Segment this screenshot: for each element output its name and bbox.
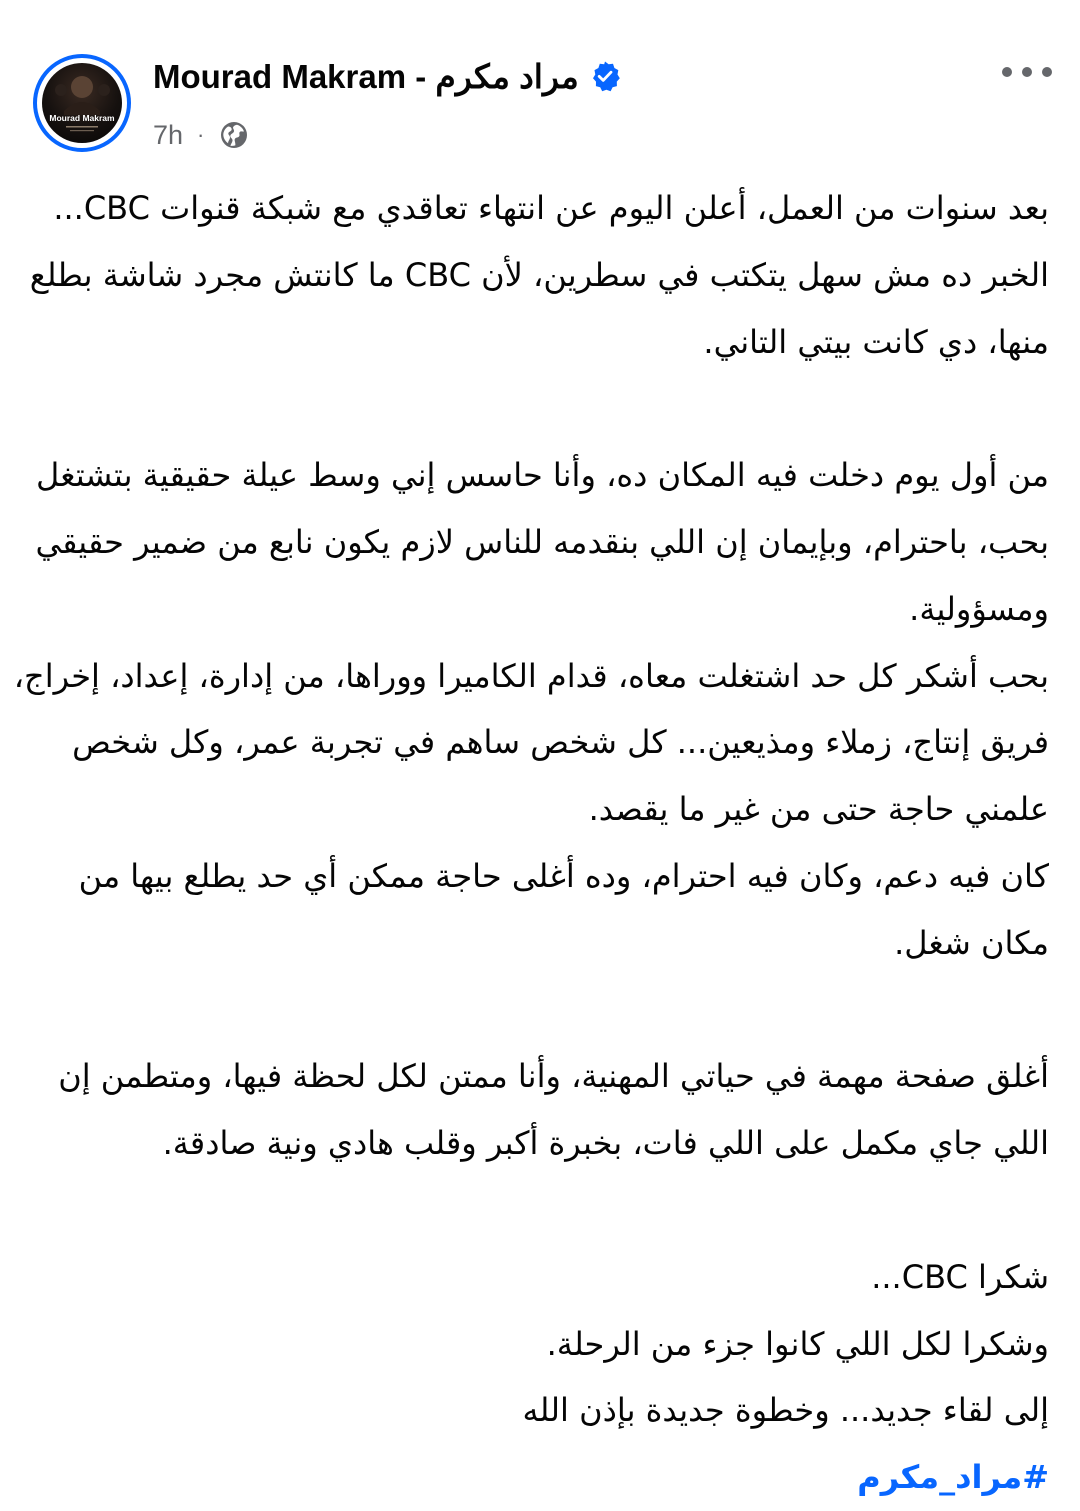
avatar-portrait-icon — [42, 63, 122, 143]
post-line: بحب، باحترام، وبإيمان إن اللي بنقدمه للناس لازم يكون نابع من ضمير حقيقي — [35, 522, 1049, 561]
post-line: ومسؤولية. — [909, 589, 1049, 628]
post-meta — [153, 116, 250, 154]
post-blank-line — [40, 375, 1049, 442]
avatar-label: Mourad Makram — [49, 113, 115, 123]
post-line: بعد سنوات من العمل، أعلن اليوم عن انتهاء تعاقدي مع شبكة قنوات CBC... — [53, 189, 1049, 227]
post-line: فريق إنتاج، زملاء ومذيعين... كل شخص ساهم في تجربة عمر، وكل شخص — [72, 723, 1049, 762]
more-options-button[interactable] — [995, 52, 1059, 92]
post-line: علمني حاجة حتى من غير ما يقصد. — [588, 790, 1049, 829]
meta-separator: · — [197, 122, 205, 147]
post-line: كان فيه دعم، وكان فيه احترام، وده أغلى حاجة ممكن أي حد يطلع بيها من — [78, 856, 1049, 895]
post-timestamp[interactable]: 7h — [153, 119, 184, 150]
globe-icon — [218, 119, 250, 151]
verified-badge-icon — [589, 60, 621, 92]
post-text — [13, 175, 1049, 1511]
hashtag-link[interactable]: #مراد_مكرم — [857, 1458, 1049, 1497]
post-line: وشكرا لكل اللي كانوا جزء من الرحلة. — [546, 1324, 1049, 1363]
author-name-row — [153, 52, 621, 100]
post-line: بحب أشكر كل حد اشتغلت معاه، قدام الكاميرا ووراها، من إدارة، إعداد، إخراج، — [13, 656, 1049, 695]
post-blank-line — [40, 1177, 1049, 1244]
post-line: شكرا CBC... — [871, 1257, 1049, 1296]
profile-avatar[interactable] — [33, 54, 131, 152]
author-name[interactable]: Mourad Makram - مراد مكرم — [153, 57, 579, 95]
more-options-icon — [1001, 66, 1053, 78]
avatar-image — [42, 63, 122, 143]
post-line: منها، دي كانت بيتي التاني. — [703, 322, 1049, 361]
post-header — [0, 0, 1080, 170]
post-line: اللي جاي مكمل على اللي فات، بخبرة أكبر وقلب هادي ونية صادقة. — [162, 1124, 1049, 1163]
post-line: أغلق صفحة مهمة في حياتي المهنية، وأنا ممتن لكل لحظة فيها، ومتطمن إن — [58, 1057, 1049, 1096]
post-line: من أول يوم دخلت فيه المكان ده، وأنا حاسس إني وسط عيلة حقيقية بتشتغل — [36, 456, 1049, 495]
post-line: مكان شغل. — [894, 923, 1049, 962]
post-line: الخبر ده مش سهل يتكتب في سطرين، لأن CBC ما كانتش مجرد شاشة بطلع — [29, 255, 1049, 294]
post-blank-line — [40, 977, 1049, 1044]
post-line: إلى لقاء جديد... وخطوة جديدة بإذن الله — [522, 1391, 1049, 1430]
